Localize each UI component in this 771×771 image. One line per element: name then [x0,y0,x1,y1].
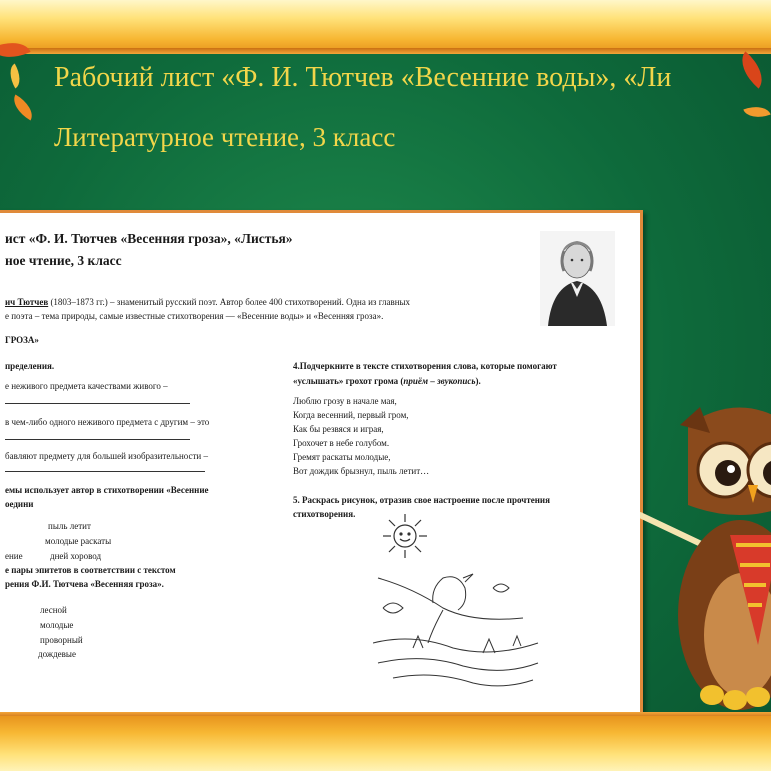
task2-title-2: оедини [5,499,34,509]
task1-title: пределения. [5,361,55,371]
poet-name: ич Тютчев [5,297,49,307]
autumn-leaf-icon [743,101,770,122]
match-item: молодые раскаты [45,536,112,546]
task1-item-3: бавляют предмету для большей изобразительности – [5,451,208,461]
answer-line [5,471,205,472]
poem-line: Грохочет в небе голубом. [293,438,390,448]
answer-line [5,439,190,440]
epithet-item: проворный [40,635,83,645]
answer-line [5,403,190,404]
task3-title-2: рения Ф.И. Тютчева «Весенняя гроза». [5,579,164,589]
worksheet-subtitle: ное чтение, 3 класс [5,253,122,268]
task3-title-1: е пары эпитетов в соответствии с текстом [5,565,176,575]
poem-line: Как бы резвяся и играя, [293,424,384,434]
section-heading: ГРОЗА» [5,335,39,345]
poem-line: Гремят раскаты молодые, [293,452,391,462]
task4-title-1: 4.Подчеркните в тексте стихотворения слова, которые помогают [293,361,557,371]
autumn-leaf-icon [733,51,771,88]
autumn-leaf-icon [8,95,38,121]
task4-title-2-end: ). [475,376,481,386]
epithet-item: молодые [40,620,74,630]
match-prefix: ение [5,551,23,561]
task5-title-1: 5. Раскрась рисунок, отразив свое настроение после прочтения [293,495,550,505]
bottom-decor-band [0,716,771,771]
epithet-item: лесной [40,605,67,615]
match-item: дней хоровод [50,551,102,561]
task1-item-2: в чем-либо одного неживого предмета с другим – это [5,417,210,427]
autumn-leaf-icon [4,63,25,88]
slide-subtitle: Литературное чтение, 3 класс [54,122,396,152]
worksheet-image [0,210,643,718]
owl-teacher-icon [640,395,771,715]
worksheet-title: ист «Ф. И. Тютчев «Весенняя гроза», «Листья» [5,231,293,246]
epithet-item: дождевые [38,649,76,659]
slide-title: Рабочий лист «Ф. И. Тютчев «Весенние воды», «Ли [54,62,672,93]
match-item: пыль летит [48,521,91,531]
intro-text: (1803–1873 гг.) – знаменитый русский поэт. Автор более 400 стихотворений. Одна из главных [48,297,411,307]
poem-line: Люблю грозу в начале мая, [293,396,397,406]
task2-title-1: емы использует автор в стихотворении «Весенние [5,485,209,495]
top-decor-band [0,0,771,52]
task5-title-2: стихотворения. [293,509,356,519]
poem-line: Вот дождик брызнул, пыль летит… [293,466,430,476]
poem-line: Когда весенний, первый гром, [293,410,409,420]
poet-portrait-icon [540,231,615,326]
intro-text-2: е поэта – тема природы, самые известные стихотворения — «Весенние воды» и «Весенняя гроза». [5,311,384,321]
bird-on-branch-icon [373,548,543,698]
task1-item-1: е неживого предмета качествами живого – [5,381,168,391]
task4-hint: приём – звукопись [403,376,476,386]
task4-title-2: «услышать» грохот грома ( [293,376,404,386]
top-decor-edge [0,48,771,54]
